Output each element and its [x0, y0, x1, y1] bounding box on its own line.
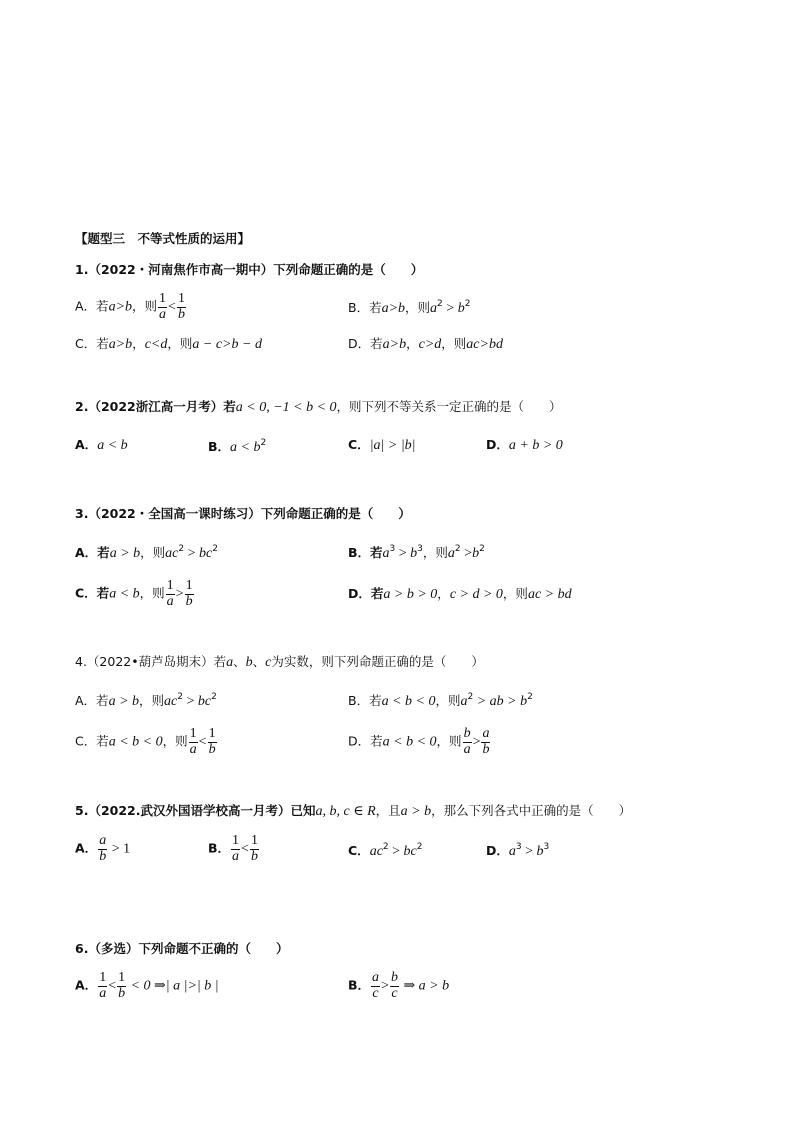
math-variable: c	[265, 655, 272, 670]
math-exponent: 2	[178, 544, 185, 554]
section-title: 【题型三 不等式性质的运用】	[75, 231, 251, 246]
fraction-numerator: 1	[208, 726, 216, 741]
question-6-stem-text: 6.（多选）下列命题不正确的（ ）	[75, 941, 289, 956]
question-2-option-d	[486, 439, 563, 453]
math-relation: >	[388, 844, 404, 859]
option-label: A．若	[75, 693, 109, 708]
math-condition: a > b	[400, 804, 432, 819]
fraction	[177, 292, 186, 322]
question-1-stem	[75, 264, 423, 277]
option-label: C．若	[75, 733, 109, 749]
fraction-numerator: 1	[99, 970, 107, 985]
option-label: B．	[208, 840, 231, 856]
question-5-stem-pre: 5.（2022.武汉外国语学校高一月考）已知	[75, 803, 316, 818]
math-relation: >	[184, 546, 200, 561]
fraction-numerator: 1	[118, 970, 126, 985]
option-separator: ，则	[502, 586, 528, 601]
fraction-denominator: a	[232, 848, 240, 864]
comma: ，	[406, 336, 419, 351]
question-2-stem-post: ，则下列不等关系一定正确的是（ ）	[336, 399, 562, 414]
math-tail: < 0 ⇒| a |>| b |	[127, 978, 219, 994]
math-exponent: 2	[464, 299, 471, 309]
math-variable: a	[226, 655, 234, 670]
fraction-denominator: c	[391, 985, 398, 1001]
math-exponent: 3	[515, 842, 522, 852]
question-4-stem-post: 为实数，则下列命题正确的是（ ）	[271, 654, 484, 669]
math-condition: a < b < 0	[381, 694, 436, 709]
option-label: A．	[75, 977, 98, 993]
fraction-denominator: b	[208, 741, 216, 757]
math-condition: a > b > 0	[383, 587, 438, 602]
math-exponent: 2	[454, 544, 461, 554]
math-base: ac	[369, 844, 383, 859]
math-base: a	[508, 844, 516, 859]
math-relation: >	[182, 694, 198, 709]
math-set: a, b, c ∈ R	[315, 804, 376, 819]
math-condition: a>b	[108, 337, 133, 352]
option-label: B．	[208, 439, 231, 454]
math-base: b	[457, 301, 465, 316]
math-exponent: 2	[479, 544, 485, 554]
math-variable: b	[245, 655, 253, 670]
option-label: D．若	[348, 733, 383, 749]
option-label: B．若	[348, 693, 382, 708]
option-label: B．若	[348, 300, 382, 315]
math-expression: a + b > 0	[508, 438, 563, 453]
fraction-numerator: 1	[185, 578, 193, 593]
fraction-numerator: a	[372, 970, 380, 985]
question-5-option-c	[348, 843, 423, 859]
math-exponent: 2	[260, 438, 267, 448]
math-relation: >	[395, 546, 411, 561]
comma: ，	[132, 336, 145, 351]
math-condition: a>b	[382, 337, 407, 352]
math-relation: >	[175, 586, 184, 602]
fraction-numerator: 1	[232, 833, 240, 848]
fraction-numerator: 1	[159, 291, 167, 306]
fraction	[463, 727, 472, 757]
math-relation: > 1	[108, 841, 131, 857]
question-5-option-b	[208, 834, 260, 864]
math-exponent: 2	[467, 692, 474, 702]
question-4-option-b	[348, 693, 533, 709]
math-condition: c>d	[418, 337, 442, 352]
question-3-option-a	[75, 545, 218, 561]
fraction	[189, 727, 198, 757]
math-base: a	[382, 546, 390, 561]
fraction-denominator: b	[118, 985, 126, 1001]
fraction	[481, 727, 490, 757]
fraction-denominator: b	[250, 848, 258, 864]
math-relation: >	[442, 301, 458, 316]
punctuation: 、	[233, 654, 246, 669]
fraction	[117, 971, 126, 1001]
math-base: b	[520, 694, 528, 709]
math-expression: |a| > |b|	[369, 438, 416, 453]
math-base: ac	[164, 694, 178, 709]
question-2-stem	[75, 401, 562, 415]
question-5-stem-post: ，那么下列各式中正确的是（ ）	[431, 803, 632, 818]
fraction-numerator: b	[463, 726, 471, 741]
math-condition: a > b	[109, 546, 141, 561]
option-label: C．若	[75, 585, 110, 601]
fraction-denominator: a	[189, 741, 197, 757]
math-condition: c<d	[144, 337, 168, 352]
fraction-denominator: c	[372, 985, 379, 1001]
punctuation: 、	[252, 654, 266, 669]
math-relation: <	[168, 299, 176, 315]
fraction	[208, 727, 217, 757]
option-separator: ，则	[139, 585, 165, 601]
fraction-denominator: b	[99, 848, 107, 864]
question-1-option-a	[75, 292, 187, 322]
option-label: D．若	[348, 336, 383, 351]
math-conclusion: a − c>b − d	[192, 337, 262, 352]
math-base: a	[430, 301, 438, 316]
math-base: bc	[199, 546, 213, 561]
math-exponent: 2	[211, 692, 217, 702]
option-label: A．若	[75, 298, 109, 314]
math-conclusion: ac>bd	[466, 337, 503, 352]
question-5-stem	[75, 805, 631, 819]
math-exponent: 2	[416, 842, 423, 852]
question-5-stem-mid: ，且	[375, 803, 401, 818]
option-separator: ，则	[162, 733, 188, 749]
fraction-denominator: a	[159, 306, 167, 322]
fraction-numerator: b	[390, 970, 398, 985]
option-separator: ，则	[140, 545, 166, 560]
fraction-denominator: a	[99, 985, 107, 1001]
question-4-stem-pre: 4.（2022•葫芦岛期末）若	[75, 654, 227, 669]
math-exponent: 2	[212, 544, 218, 554]
question-2-option-a	[75, 439, 128, 453]
option-separator: ，则	[167, 336, 193, 351]
math-expression: a < b	[230, 440, 261, 455]
fraction-numerator: a	[482, 726, 490, 741]
option-label: D．	[486, 843, 509, 858]
question-1-option-d	[348, 338, 503, 352]
fraction-denominator: b	[185, 593, 193, 609]
fraction-denominator: b	[482, 741, 490, 757]
math-middle: > ab >	[473, 694, 521, 709]
math-exponent: 2	[382, 842, 389, 852]
option-label: C．若	[75, 336, 109, 351]
math-conclusion: ac > bd	[527, 587, 572, 602]
math-base: bc	[197, 694, 212, 709]
math-condition: a>b	[108, 299, 133, 315]
math-condition: c > d > 0	[449, 587, 503, 602]
math-exponent: 3	[389, 544, 396, 554]
question-6-stem	[75, 943, 288, 956]
math-base: b	[410, 546, 418, 561]
fraction	[98, 834, 107, 864]
question-4-option-c	[75, 727, 218, 757]
fraction-denominator: a	[463, 741, 471, 757]
math-relation: <	[108, 978, 117, 994]
math-condition: a>b	[381, 301, 406, 316]
option-label: A．	[75, 437, 98, 452]
math-exponent: 3	[543, 842, 550, 852]
option-label: D．	[486, 437, 509, 452]
question-3-option-b	[348, 545, 485, 561]
math-tail: ⇒ a > b	[399, 978, 450, 994]
option-separator: ，则	[441, 336, 467, 351]
fraction-numerator: a	[99, 833, 107, 848]
option-separator: ，则	[139, 693, 165, 708]
fraction	[231, 834, 240, 864]
option-label: C．	[348, 437, 370, 452]
math-relation: >	[521, 844, 537, 859]
math-condition: a < b	[109, 586, 140, 602]
math-base: a	[460, 694, 468, 709]
math-base: bc	[403, 844, 417, 859]
math-relation: >	[381, 978, 389, 994]
question-6-option-a	[75, 971, 219, 1001]
math-exponent: 3	[417, 544, 423, 554]
math-exponent: 2	[527, 692, 533, 702]
question-1-option-c	[75, 338, 262, 352]
math-relation: <	[198, 734, 207, 750]
fraction	[158, 292, 167, 322]
math-condition: a < 0, −1 < b < 0	[235, 400, 337, 415]
question-2-option-c	[348, 439, 416, 453]
option-label: B．	[348, 977, 371, 993]
fraction-numerator: 1	[250, 833, 258, 848]
question-3-stem-text: 3.（2022・全国高一课时练习）下列命题正确的是（ ）	[75, 506, 411, 521]
math-condition: a < b < 0	[108, 734, 163, 750]
question-1-stem-text: 1.（2022・河南焦作市高一期中）下列命题正确的是（ ）	[75, 262, 424, 277]
option-separator: ，则	[132, 298, 158, 314]
fraction	[98, 971, 107, 1001]
math-relation: >	[472, 734, 481, 750]
math-base: ac	[165, 546, 179, 561]
math-expression: a < b	[97, 438, 128, 453]
math-condition: a > b	[108, 694, 140, 709]
math-base: a	[447, 546, 455, 561]
math-base: b	[536, 844, 544, 859]
question-2-option-b	[208, 439, 266, 455]
option-separator: ，则	[436, 733, 462, 749]
question-4-option-d	[348, 727, 491, 757]
fraction	[166, 579, 175, 609]
option-label: A．若	[75, 545, 110, 560]
question-1-option-b	[348, 300, 470, 316]
math-base: b	[472, 546, 480, 561]
math-relation: >	[460, 546, 473, 561]
math-relation: <	[241, 841, 249, 857]
question-3-stem	[75, 508, 411, 521]
option-label: A．	[75, 840, 98, 856]
option-separator: ，则	[435, 693, 461, 708]
math-exponent: 2	[437, 299, 443, 309]
question-5-option-d	[486, 843, 549, 859]
option-label: B．若	[348, 545, 383, 560]
question-6-option-b	[348, 971, 449, 1001]
fraction	[250, 834, 259, 864]
fraction	[371, 971, 380, 1001]
comma: ，	[437, 586, 450, 601]
question-2-stem-pre: 2.（2022浙江高一月考）若	[75, 399, 236, 414]
math-condition: a < b < 0	[382, 734, 437, 750]
question-4-option-a	[75, 693, 217, 709]
fraction-numerator: 1	[189, 726, 197, 741]
option-label: C．	[348, 843, 370, 858]
option-separator: ，则	[422, 545, 448, 560]
fraction-numerator: 1	[166, 578, 174, 593]
option-label: D．若	[348, 586, 384, 601]
question-5-option-a	[75, 834, 130, 864]
option-separator: ，则	[405, 300, 431, 315]
question-3-option-d	[348, 588, 572, 602]
question-4-stem	[75, 656, 484, 670]
fraction	[185, 579, 194, 609]
fraction-numerator: 1	[177, 291, 185, 306]
question-3-option-c	[75, 579, 195, 609]
fraction	[390, 971, 399, 1001]
math-exponent: 2	[177, 692, 183, 702]
fraction-denominator: b	[177, 306, 185, 322]
fraction-denominator: a	[166, 593, 174, 609]
